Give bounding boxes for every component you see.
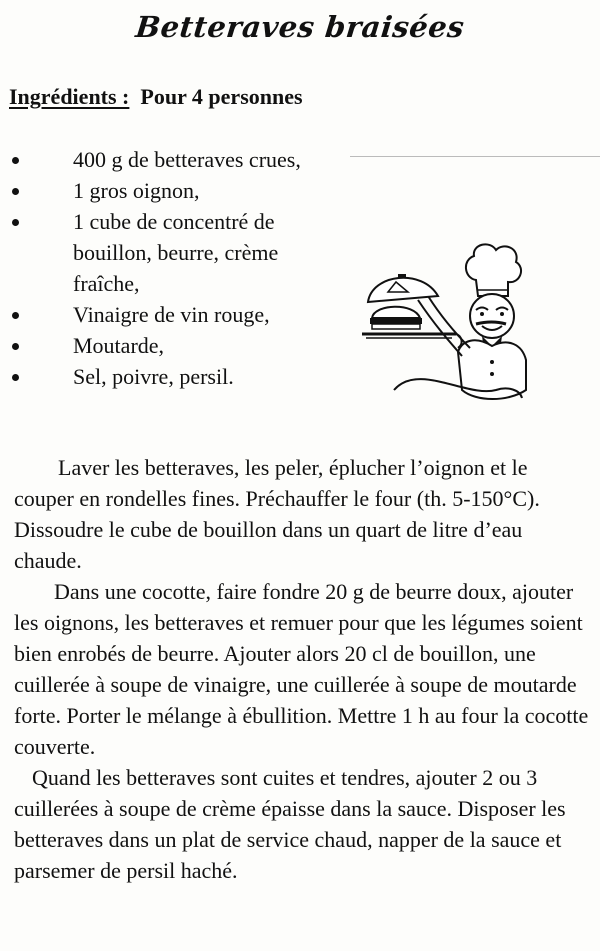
bullet-icon bbox=[12, 157, 19, 164]
instruction-paragraph: Laver les betteraves, les peler, éplucher l’oignon et le couper en rondelles fines. Préchauffer le four (th. 5-150°C). Dissoudre le cube de bouillon dans un quart de litre d’eau chaude. bbox=[14, 455, 540, 573]
instruction-paragraph: Quand les betteraves sont cuites et tendres, ajouter 2 ou 3 cuillerées à soupe de crème épaisse dans la sauce. Disposer les betteraves dans un plat de service chaud, napper de la sauce et parsemer de persil haché. bbox=[14, 765, 566, 883]
servings: Pour 4 personnes bbox=[140, 84, 303, 109]
instruction-paragraph: Dans une cocotte, faire fondre 20 g de beurre doux, ajouter les oignons, les betteraves et remuer pour que les légumes soient bien enrobés de beurre. Ajouter alors 20 cl de bouillon, une cuillerée à soupe de vinaigre, une cuillerée à soupe de moutarde forte. Porter le mélange à ébullition. Mettre 1 h au four la cocotte couverte. bbox=[14, 579, 589, 759]
chef-illustration-icon bbox=[358, 240, 528, 405]
ingredient-item: 1 gros oignon, bbox=[0, 175, 340, 206]
ingredient-item: Sel, poivre, persil. bbox=[0, 361, 340, 392]
bullet-icon bbox=[12, 188, 19, 195]
bullet-icon bbox=[12, 374, 19, 381]
divider bbox=[350, 156, 600, 157]
ingredients-label: Ingrédients : bbox=[9, 84, 130, 109]
ingredient-item: Vinaigre de vin rouge, bbox=[0, 299, 340, 330]
bullet-icon bbox=[12, 219, 19, 226]
ingredients-list bbox=[0, 144, 340, 392]
ingredient-item: 400 g de betteraves crues, bbox=[0, 144, 340, 175]
bullet-icon bbox=[12, 343, 19, 350]
ingredient-item: Moutarde, bbox=[0, 330, 340, 361]
instructions bbox=[14, 452, 590, 886]
ingredients-heading bbox=[9, 84, 303, 110]
ingredient-item: 1 cube de concentré de bouillon, beurre, crème fraîche, bbox=[0, 206, 340, 299]
bullet-icon bbox=[12, 312, 19, 319]
recipe-title: Betteraves braisées bbox=[133, 10, 466, 44]
